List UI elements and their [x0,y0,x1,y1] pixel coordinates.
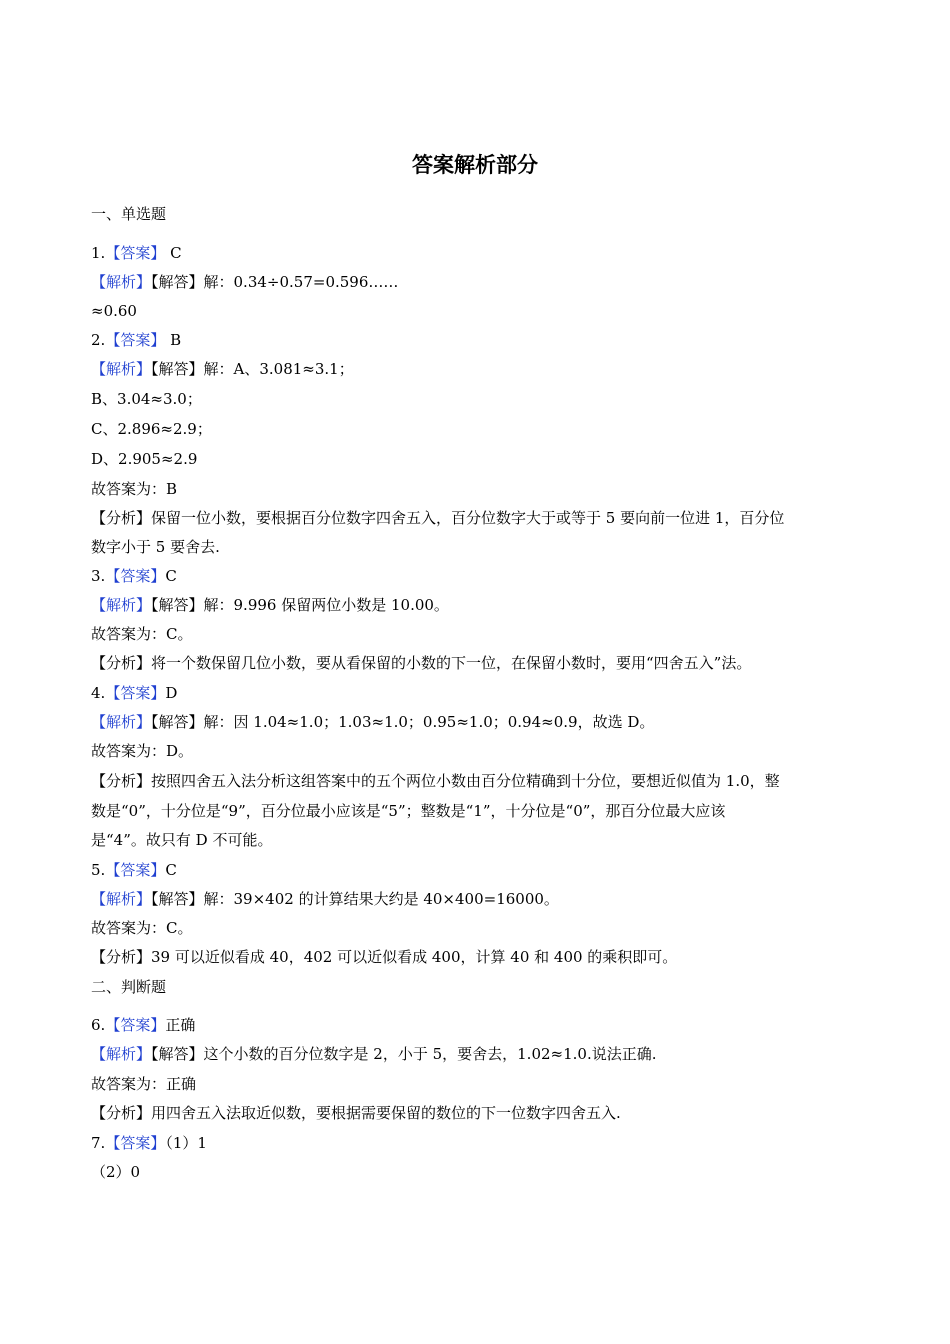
text-line [91,358,871,380]
line-text: 2. [91,331,106,349]
text-line [91,271,871,293]
text-line [91,536,871,558]
text-line [91,203,871,225]
page-title: 答案解析部分 [412,153,538,177]
line-text: D、2.905≈2.9 [91,450,198,468]
label-tag: 【解析】 [91,890,152,908]
text-line [91,448,871,470]
line-text: 二、判断题 [91,978,167,996]
line-text: 【解答】解：39×402 的计算结果大约是 40×400=16000。 [151,890,559,908]
text-line [91,388,871,410]
text-line [91,594,871,616]
line-text: C [165,861,177,879]
text-line [91,300,871,322]
label-tag: 【答案】 [105,861,166,879]
line-text: 【解答】这个小数的百分位数字是 2，小于 5，要舍去，1.02≈1.0.说法正确. [151,1045,657,1063]
line-text: 【解答】解：0.34÷0.57=0.596…… [151,273,399,291]
text-line [91,1132,871,1154]
text-line [91,859,871,881]
label-tag: 【答案】 [105,331,166,349]
text-line [91,623,871,645]
line-text: （1）1 [165,1134,207,1152]
line-text: 数是“0”，十分位是“9”，百分位最小应该是“5”；整数是“1”，十分位是“0”，那百分位最大应该 [91,802,726,820]
line-text: 故答案为：C。 [91,625,193,643]
text-line [91,917,871,939]
line-text: 【分析】39 可以近似看成 40，402 可以近似看成 400，计算 40 和 400 的乘积即可。 [91,948,678,966]
text-line [91,800,871,822]
text-line [91,478,871,500]
line-text: 故答案为：D。 [91,742,194,760]
line-text: 【解答】解：因 1.04≈1.0；1.03≈1.0；0.95≈1.0；0.94≈0.9，故选 D。 [151,713,655,731]
text-line [91,888,871,910]
line-text: 数字小于 5 要舍去. [91,538,220,556]
line-text: 【分析】将一个数保留几位小数，要从看保留的小数的下一位，在保留小数时，要用“四舍五入”法。 [91,654,752,672]
text-line [91,652,871,674]
text-line [91,1014,871,1036]
line-text: 故答案为：正确 [91,1075,197,1093]
text-line [91,711,871,733]
line-text: 6. [91,1016,106,1034]
line-text: ≈0.60 [91,302,137,320]
line-text: 【解答】解：9.996 保留两位小数是 10.00。 [151,596,449,614]
line-text: 5. [91,861,106,879]
label-tag: 【答案】 [105,1016,166,1034]
line-text: B [165,331,182,349]
text-line [91,329,871,351]
line-text: 一、单选题 [91,205,167,223]
label-tag: 【解析】 [91,1045,152,1063]
label-tag: 【解析】 [91,273,152,291]
line-text: C [165,567,177,585]
text-line [91,682,871,704]
text-line [91,740,871,762]
text-line [91,829,871,851]
line-text: 【分析】按照四舍五入法分析这组答案中的五个两位小数由百分位精确到十分位，要想近似值为 1.0，整 [91,772,780,790]
text-line [91,1102,871,1124]
label-tag: 【答案】 [105,1134,166,1152]
text-line [91,242,871,264]
line-text: 3. [91,567,106,585]
text-line [91,565,871,587]
text-line [91,507,871,529]
line-text: 1. [91,244,106,262]
line-text: C、2.896≈2.9； [91,420,212,438]
text-line [91,1043,871,1065]
text-line [91,1073,871,1095]
line-text: 【分析】用四舍五入法取近似数，要根据需要保留的数位的下一位数字四舍五入. [91,1104,621,1122]
label-tag: 【解析】 [91,360,152,378]
text-line [91,976,871,998]
line-text: 故答案为：C。 [91,919,193,937]
line-text: B、3.04≈3.0； [91,390,202,408]
text-line [91,946,871,968]
line-text: 4. [91,684,106,702]
line-text: 【解答】解：A、3.081≈3.1； [151,360,354,378]
line-text: （2）0 [91,1163,141,1181]
line-text: 正确 [165,1016,196,1034]
label-tag: 【答案】 [105,684,166,702]
label-tag: 【解析】 [91,713,152,731]
line-text: 7. [91,1134,106,1152]
line-text: 【分析】保留一位小数，要根据百分位数字四舍五入，百分位数字大于或等于 5 要向前一位进 1，百分位 [91,509,785,527]
line-text: 是“4”。故只有 D 不可能。 [91,831,273,849]
label-tag: 【解析】 [91,596,152,614]
label-tag: 【答案】 [105,244,166,262]
label-tag: 【答案】 [105,567,166,585]
line-text: 故答案为：B [91,480,178,498]
text-line [91,418,871,440]
text-line [91,770,871,792]
text-line [91,1161,871,1183]
line-text: D [165,684,178,702]
line-text: C [165,244,182,262]
